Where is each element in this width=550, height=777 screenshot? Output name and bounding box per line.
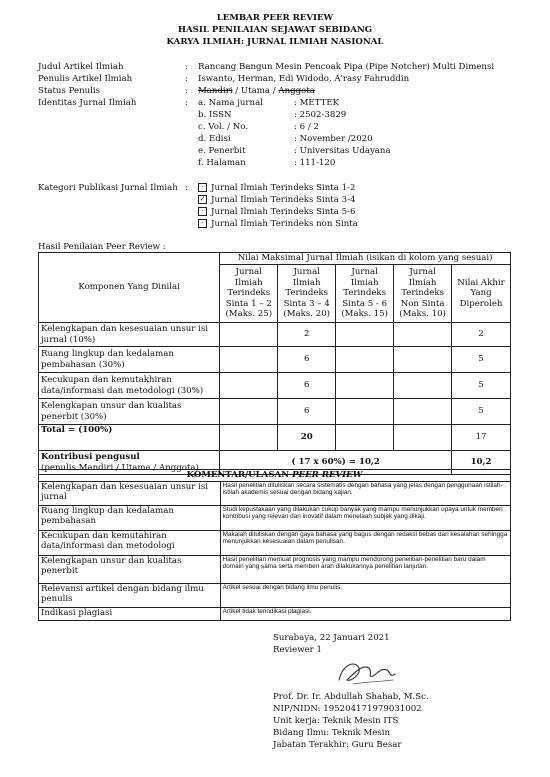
reviewer-role: Reviewer 1 — [273, 645, 322, 655]
colon: : — [185, 183, 188, 193]
row-max: 6 — [278, 373, 336, 399]
field-label: c. Vol. / No. — [198, 122, 248, 132]
penulis-label: Penulis Artikel Ilmiah — [38, 74, 133, 84]
nilai-max-header: Nilai Maksimal Jurnal Ilmiah (isikan di kolom yang sesuai) — [220, 253, 511, 265]
status-anggota: Anggota — [278, 86, 315, 96]
table-row — [39, 347, 511, 373]
row-max: 6 — [278, 399, 336, 425]
reviewer-name: Prof. Dr. Ir. Abdullah Shahab, M.Sc. — [273, 692, 429, 702]
total-akhir: 17 — [452, 425, 511, 451]
row-akhir: 5 — [452, 399, 511, 425]
reviewer-unit: Unit kerja: Teknik Mesin ITS — [273, 716, 399, 726]
colon: : — [185, 62, 188, 72]
reviewer-bidang: Bidang Ilmu: Teknik Mesin — [273, 728, 391, 738]
row-max: 2 — [278, 323, 336, 347]
komentar-row — [39, 607, 511, 620]
reviewer-jabatan: Jabatan Terakhir: Guru Besar — [273, 740, 402, 750]
col-header-nilai-akhir: Nilai Akhir Yang Diperoleh — [452, 265, 511, 323]
checkbox-icon: · — [198, 219, 207, 228]
komentar-header — [39, 470, 511, 482]
table-row — [39, 323, 511, 347]
kontribusi-formula: ( 17 x 60%) = 10,2 — [220, 451, 452, 475]
kontribusi-label: Kontribusi pengusul — [41, 452, 140, 462]
judul-label: Judul Artikel Ilmiah — [38, 62, 124, 72]
checkbox-checked-icon: ✓ — [199, 195, 206, 203]
signature-image — [333, 654, 403, 690]
komentar-header-em: PEER REVIEW — [292, 470, 363, 480]
row-max: 6 — [278, 347, 336, 373]
row-akhir: 5 — [452, 347, 511, 373]
status-utama: / Utama / — [232, 86, 279, 96]
doc-subtitle-2: KARYA ILMIAH: JURNAL ILMIAH NASIONAL — [166, 37, 384, 47]
status-value — [198, 86, 315, 96]
kontribusi-akhir: 10,2 — [452, 451, 511, 475]
doc-subtitle: HASIL PENILAIAN SEJAWAT SEBIDANG — [177, 25, 373, 35]
colon: : — [185, 98, 188, 108]
komentar-text: Studi kepustakaan yang dilakukan cukup banyak yang mampu menunjukkan upaya untuk memberi kontribusi yang relevan dan inovatif dalam menelaah subjek yang dikaji. — [220, 505, 510, 530]
row-label: Kelengkapan unsur dan kualitas penerbit (30%) — [39, 399, 220, 425]
komponen-header: Komponen Yang Dinilai — [39, 253, 220, 323]
komentar-text: Hasil penelitian dituliskan secara sistematis dengan bahasa yang jelas dengan penggunaan istilah-istilah akademis sesuai dengan bidang kajian. — [220, 481, 510, 505]
komentar-label: Relevansi artikel dengan bidang ilmu penulis — [39, 583, 221, 607]
kategori-option-label: Jurnal Ilmiah Terindeks Sinta 3-4 — [211, 195, 356, 205]
field-value: : 2502-3829 — [294, 110, 347, 120]
col-header-nonsinta: Jurnal Ilmiah Terindeks Non Sinta (Maks. 10) — [394, 265, 452, 323]
komentar-row — [39, 505, 511, 530]
komentar-text: Makalah dituliskan dengan gaya bahasa yang bagus dengan redaksi bebas dari kesalahan sehingga menunjukkan kesesuaian dalam penulisan. — [220, 530, 510, 555]
komentar-label: Kelengkapan dan kesesuaian unsur isi jurnal — [39, 481, 221, 505]
status-mandiri: Mandiri — [198, 86, 233, 96]
komentar-text: Artikel tidak terindikasi plagiasi. — [220, 607, 510, 620]
table-row — [39, 399, 511, 425]
row-label: Ruang lingkup dan kedalaman pembahasan (30%) — [39, 347, 220, 373]
hasil-label: Hasil Penilaian Peer Review : — [38, 242, 166, 252]
kategori-option-label: Jurnal Ilmiah Terindeks Sinta 5-6 — [211, 207, 356, 217]
total-label: Total = (100%) — [39, 425, 220, 451]
penulis-value: Iswanto, Herman, Edi Widodo, A'rasy Fahruddin — [198, 74, 410, 84]
komentar-row — [39, 481, 511, 505]
status-label: Status Penulis — [38, 86, 101, 96]
field-value: : 111-120 — [294, 158, 336, 168]
kontribusi-sub: (penulis Mandiri / Utama / Anggota) — [41, 462, 199, 473]
komentar-label: Kecukupan dan kemutahiran data/informasi dan metodologi — [39, 530, 221, 555]
komentar-row — [39, 555, 511, 583]
field-value: : METTEK — [294, 98, 340, 108]
field-label: f. Halaman — [198, 158, 246, 168]
col-header-sinta12: Jurnal Ilmiah Terindeks Sinta 1 – 2 (Maks. 25) — [220, 265, 278, 323]
checkbox-icon: · — [198, 207, 207, 216]
field-value: : November /2020 — [294, 134, 373, 144]
field-label: e. Penerbit — [198, 146, 246, 156]
kategori-option — [198, 219, 358, 229]
komentar-text: Artikel sesuai dengan bidang ilmu penulis. — [220, 583, 510, 607]
table-row — [39, 373, 511, 399]
reviewer-nip: NIP/NIDN: 195204171979031002 — [273, 704, 422, 714]
doc-title: LEMBAR PEER REVIEW — [216, 13, 334, 23]
total-row — [39, 425, 511, 451]
komentar-header-text: KOMENTAR/ULASAN — [186, 470, 293, 480]
kategori-option — [198, 207, 355, 217]
field-label: a. Nama jurnal — [198, 98, 263, 108]
kategori-option-label: Jurnal Ilmiah Terindeks Sinta 1-2 — [211, 183, 356, 193]
field-label: b. ISSN — [198, 110, 232, 120]
identitas-label: Identitas Jurnal Ilmiah — [38, 98, 137, 108]
place-date: Surabaya, 22 Januari 2021 — [273, 633, 390, 643]
row-label: Kelengkapan dan kesesuaian unsur isi jurnal (10%) — [39, 323, 220, 347]
komentar-label: Ruang lingkup dan kedalaman pembahasan — [39, 505, 221, 530]
colon: : — [185, 86, 188, 96]
row-akhir: 2 — [452, 323, 511, 347]
col-header-sinta56: Jurnal Ilmiah Terindeks Sinta 5 - 6 (Maks. 15) — [336, 265, 394, 323]
kategori-option-label: Jurnal Ilmiah Terindeks non Sinta — [211, 219, 358, 229]
kategori-option — [198, 195, 355, 205]
checkbox-icon: · — [198, 183, 207, 192]
komentar-row — [39, 530, 511, 555]
row-akhir: 5 — [452, 373, 511, 399]
total-max: 20 — [278, 425, 336, 451]
kategori-label: Kategori Publikasi Jurnal Ilmiah — [38, 183, 178, 193]
field-value: : 6 / 2 — [294, 122, 319, 132]
komentar-table — [38, 469, 511, 621]
kategori-option — [198, 183, 355, 193]
score-table — [38, 252, 511, 475]
judul-value: Rancang Bangun Mesin Pencoak Pipa (Pipe Notcher) Multi Dimensi — [198, 62, 495, 72]
row-label: Kecukupan dan kemutakhiran data/informasi dan metodologi (30%) — [39, 373, 220, 399]
komentar-label: Indikasi plagiasi — [39, 607, 221, 620]
field-value: : Universitas Udayana — [294, 146, 391, 156]
komentar-label: Kelengkapan unsur dan kualitas penerbit — [39, 555, 221, 583]
field-label: d. Edisi — [198, 134, 231, 144]
komentar-row — [39, 583, 511, 607]
colon: : — [185, 74, 188, 84]
komentar-text: Hasil penelitian memuat prognosis yang mampu mendorong penelitian-penelitian baru dalam domain yang sama serta memberi arah dilakukannya penelitian lanjutan. — [220, 555, 510, 583]
col-header-sinta34: Jurnal Ilmiah Terindeks Sinta 3 – 4 (Maks. 20) — [278, 265, 336, 323]
